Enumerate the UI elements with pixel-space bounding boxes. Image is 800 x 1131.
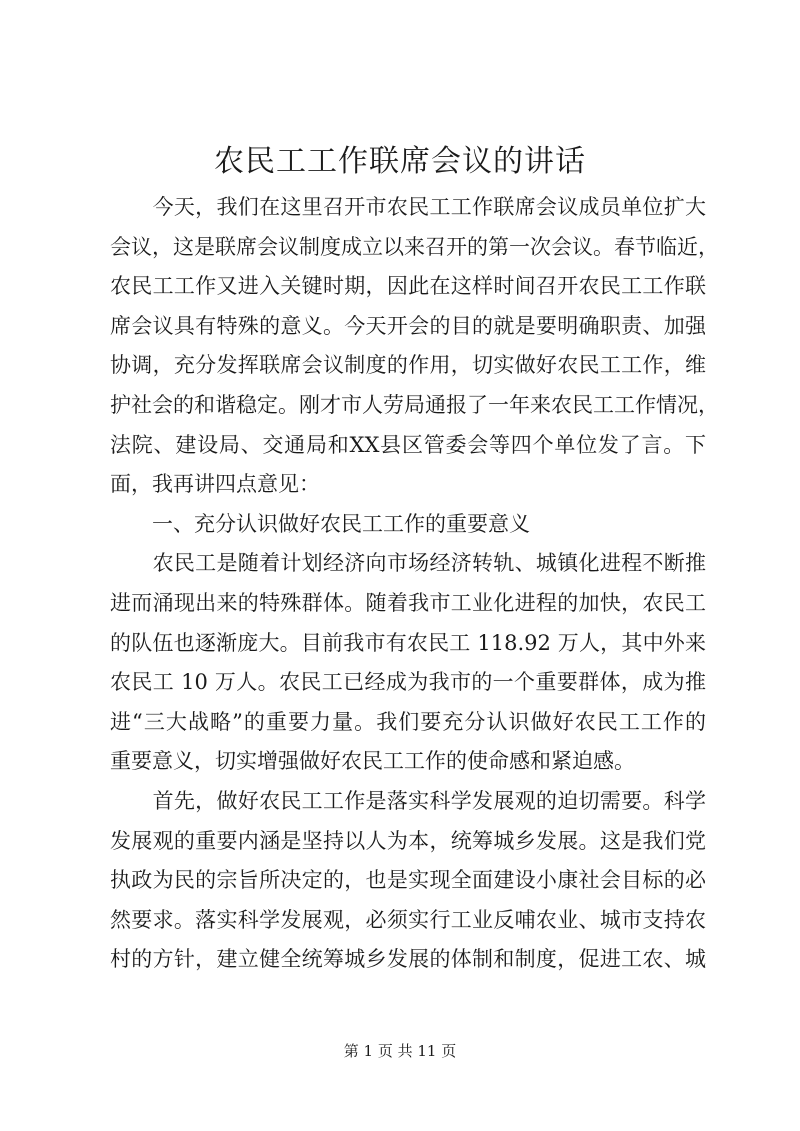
body-line: 的队伍也逐渐庞大。目前我市有农民工 118.92 万人，其中外来 [110, 630, 706, 655]
body-line: 面，我再讲四点意见： [110, 472, 320, 497]
body-line: 今天，我们在这里召开市农民工工作联席会议成员单位扩大 [110, 195, 706, 219]
body-line: 进“三大战略”的重要力量。我们要充分认识做好农民工工作的 [110, 709, 706, 734]
body-line: 农民工是随着计划经济向市场经济转轨、城镇化进程不断推 [110, 551, 706, 576]
page-footer: 第 1 页 共 11 页 [343, 1042, 457, 1060]
document-body [110, 188, 719, 980]
document-title: 农民工工作联席会议的讲话 [214, 144, 586, 179]
body-line: 一、充分认识做好农民工工作的重要意义 [110, 511, 530, 536]
body-line: 然要求。落实科学发展观，必须实行工业反哺农业、城市支持农 [110, 907, 706, 932]
body-line: 会议，这是联席会议制度成立以来召开的第一次会议。春节临近， [110, 234, 719, 259]
body-line: 重要意义，切实增强做好农民工工作的使命感和紧迫感。 [110, 749, 635, 774]
body-line: 村的方针，建立健全统筹城乡发展的体制和制度，促进工农、城 [110, 947, 706, 972]
body-line: 农民工工作又进入关键时期，因此在这样时间召开农民工工作联 [110, 274, 706, 299]
body-line: 执政为民的宗旨所决定的，也是实现全面建设小康社会目标的必 [110, 868, 706, 893]
body-line: 席会议具有特殊的意义。今天开会的目的就是要明确职责、加强 [110, 313, 706, 338]
body-line: 农民工 10 万人。农民工已经成为我市的一个重要群体，成为推 [110, 670, 706, 695]
body-line: 首先，做好农民工工作是落实科学发展观的迫切需要。科学 [110, 788, 706, 813]
body-line: 发展观的重要内涵是坚持以人为本，统筹城乡发展。这是我们党 [110, 828, 706, 853]
body-line: 护社会的和谐稳定。刚才市人劳局通报了一年来农民工工作情况， [110, 392, 719, 417]
body-line: 协调，充分发挥联席会议制度的作用，切实做好农民工工作，维 [110, 353, 706, 378]
body-line: 进而涌现出来的特殊群体。随着我市工业化进程的加快，农民工 [110, 590, 706, 615]
body-line: 法院、建设局、交通局和XX县区管委会等四个单位发了言。下 [110, 432, 706, 457]
